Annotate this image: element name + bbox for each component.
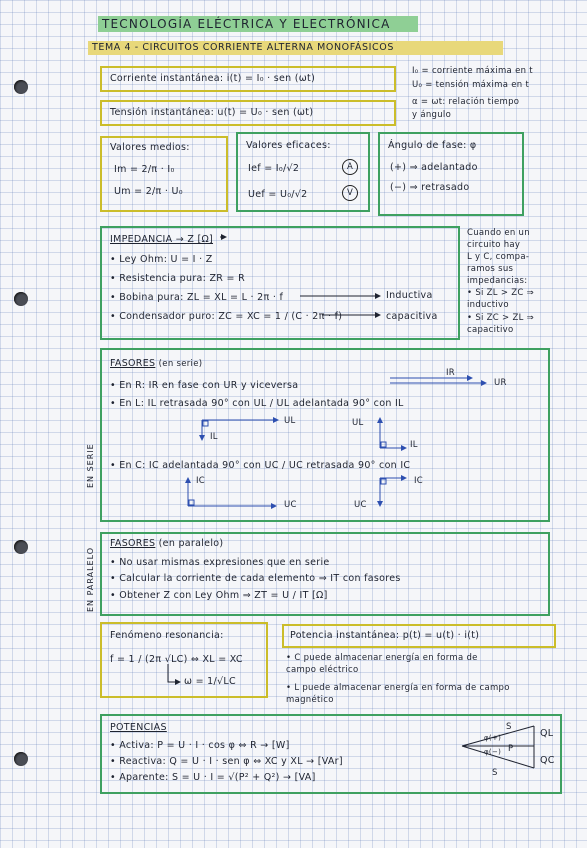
triangle-phi-minus: φ(−) <box>484 748 502 756</box>
parallel-vertical-label: EN PARALELO <box>86 546 95 612</box>
rms-values-title: Valores eficaces: <box>246 140 331 151</box>
label-ur: UR <box>494 378 507 388</box>
triangle-phi-plus: φ(+) <box>484 734 502 742</box>
triangle-qc: QC <box>540 755 555 766</box>
instantaneous-current: Corriente instantánea: i(t) = I₀ · sen (ωt) <box>110 73 316 84</box>
series-r-text: En R: IR en fase con UR y viceversa <box>119 380 299 391</box>
resonance-arrow <box>168 664 180 682</box>
ammeter-mark: A <box>342 159 358 175</box>
label-il-1: IL <box>210 432 218 442</box>
series-l-text: En L: IL retrasada 90° con UL / UL adelantada 90° con IL <box>119 398 404 409</box>
impedance-coil: • Bobina pura: ZL = XL = L · 2π · f <box>110 292 284 303</box>
power-apparent-text: Aparente: S = U · I = √(P² + Q²) → [VA] <box>119 772 316 783</box>
capacitor-result: capacitiva <box>386 311 438 322</box>
side-note-3: L y C, compa- <box>467 252 530 262</box>
inst-power-b2b: magnético <box>286 695 334 705</box>
mean-current: Im = 2/π · I₀ <box>114 164 175 175</box>
parallel-b1: • No usar mismas expresiones que en serie <box>110 557 330 568</box>
impedance-ohm: • Ley Ohm: U = I · Z <box>110 254 213 265</box>
inst-power-b1-text: C puede almacenar energía en forma de <box>294 653 478 663</box>
mean-values-title: Valores medios: <box>110 142 190 153</box>
series-c-diagrams <box>188 478 406 506</box>
impedance-arrows <box>220 237 380 315</box>
label-ul-2: UL <box>352 418 364 428</box>
note-alpha: α = ωt: relación tiempo <box>412 97 520 107</box>
parallel-b2-text: Calcular la corriente de cada elemento ⇒ IT con fasores <box>119 573 401 584</box>
resistance-text: Resistencia pura: ZR = R <box>119 273 245 284</box>
series-r: • En R: IR en fase con UR y viceversa <box>110 380 299 391</box>
side-note-7: inductivo <box>467 300 509 310</box>
power-apparent: • Aparente: S = U · I = √(P² + Q²) → [VA] <box>110 772 316 783</box>
side-note-1: Cuando en un <box>467 228 530 238</box>
side-note-8: • Si ZC > ZL ⇒ <box>467 313 535 323</box>
power-active: • Activa: P = U · I · cos φ ⇔ R → [W] <box>110 740 290 751</box>
inst-power-b1: • C puede almacenar energía en forma de <box>286 653 478 663</box>
rms-voltage: Uef = U₀/√2 <box>248 189 308 200</box>
label-uc-2: UC <box>354 500 367 510</box>
parallel-b2: • Calcular la corriente de cada elemento ⇒ IT con fasores <box>110 573 401 584</box>
triangle-s-top: S <box>506 722 512 732</box>
right-angle-mark <box>189 500 194 505</box>
coil-result: Inductiva <box>386 290 433 301</box>
inst-power-b1b: campo eléctrico <box>286 665 359 675</box>
rms-current: Ief = I₀/√2 <box>248 163 300 174</box>
voltmeter-mark: V <box>342 185 358 201</box>
triangle-s-bottom: S <box>492 768 498 778</box>
series-c-text: En C: IC adelantada 90° con UC / UC retrasada 90° con IC <box>119 460 411 471</box>
impedance-title: IMPEDANCIA → Z [Ω] <box>110 234 214 245</box>
resonance-title: Fenómeno resonancia: <box>110 630 224 641</box>
note-alpha-2: y ángulo <box>412 110 452 120</box>
parallel-b3-text: Obtener Z con Ley Ohm ⇒ ZT = U / IT [Ω] <box>119 590 328 601</box>
label-ic-2: IC <box>414 476 424 486</box>
parallel-phasors-note: (en paralelo) <box>158 538 224 549</box>
phase-lagging: (−) ⇒ retrasado <box>390 182 470 193</box>
resonance-eq1: f = 1 / (2π √LC) ⇔ XL = XC <box>110 654 243 665</box>
mean-voltage: Um = 2/π · U₀ <box>114 186 183 197</box>
series-vertical-label: EN SERIE <box>86 443 95 488</box>
side-note-2: circuito hay <box>467 240 521 250</box>
power-active-text: Activa: P = U · I · cos φ ⇔ R → [W] <box>119 740 290 751</box>
parallel-b3: • Obtener Z con Ley Ohm ⇒ ZT = U / IT [Ω] <box>110 590 328 601</box>
topic-heading: TEMA 4 - CIRCUITOS CORRIENTE ALTERNA MONOFÁSICOS <box>92 42 394 53</box>
page-title: TECNOLOGÍA ELÉCTRICA Y ELECTRÓNICA <box>102 17 391 31</box>
label-ic-1: IC <box>196 476 206 486</box>
series-l: • En L: IL retrasada 90° con UL / UL adelantada 90° con IL <box>110 398 404 409</box>
label-ir: IR <box>446 368 456 378</box>
side-note-4: ramos sus <box>467 264 514 274</box>
label-ul-1: UL <box>284 416 296 426</box>
side-note-6: • Si ZL > ZC ⇒ <box>467 288 535 298</box>
label-il-2: IL <box>410 440 418 450</box>
note-u0: U₀ = tensión máxima en t <box>412 80 530 90</box>
powers-title: POTENCIAS <box>110 722 167 733</box>
power-reactive: • Reactiva: Q = U · I · sen φ ⇔ XC y XL → [VAr] <box>110 756 343 767</box>
series-l-diagrams <box>202 418 406 448</box>
side-note-9: capacitivo <box>467 325 514 335</box>
resonance-eq2: ω = 1/√LC <box>184 676 236 687</box>
series-c: • En C: IC adelantada 90° con UC / UC retrasada 90° con IC <box>110 460 411 471</box>
triangle-p: P <box>508 744 514 754</box>
parallel-phasors-title: FASORES <box>110 538 156 549</box>
parallel-b1-text: No usar mismas expresiones que en serie <box>119 557 330 568</box>
series-r-arrows <box>390 378 486 383</box>
inst-power-title: Potencia instantánea: p(t) = u(t) · i(t) <box>290 630 480 641</box>
triangle-upper-edge <box>462 726 534 746</box>
triangle-ql: QL <box>540 728 554 739</box>
series-phasors-title: FASORES <box>110 358 156 369</box>
capacitor-text: Condensador puro: ZC = XC = 1 / (C · 2π · f) <box>119 311 343 322</box>
instantaneous-voltage: Tensión instantánea: u(t) = U₀ · sen (ωt) <box>110 107 314 118</box>
phase-title: Ángulo de fase: φ <box>388 140 477 151</box>
power-reactive-text: Reactiva: Q = U · I · sen φ ⇔ XC y XL → [VAr] <box>119 756 343 767</box>
right-angle-mark <box>203 421 208 426</box>
phase-leading: (+) ⇒ adelantado <box>390 162 478 173</box>
impedance-resistance: • Resistencia pura: ZR = R <box>110 273 245 284</box>
ohm-law: Ley Ohm: U = I · Z <box>119 254 213 265</box>
note-i0: I₀ = corriente máxima en t <box>412 66 533 76</box>
right-angle-mark <box>381 479 386 484</box>
series-phasors-note: (en serie) <box>158 359 203 369</box>
triangle-lower-edge <box>462 746 534 768</box>
right-angle-mark <box>381 442 386 447</box>
impedance-capacitor: • Condensador puro: ZC = XC = 1 / (C · 2π · f) <box>110 311 343 322</box>
inst-power-b2: • L puede almacenar energía en forma de campo <box>286 683 510 693</box>
side-note-5: impedancias: <box>467 276 528 286</box>
coil-text: Bobina pura: ZL = XL = L · 2π · f <box>119 292 284 303</box>
power-triangle <box>462 726 534 768</box>
inst-power-b2-text: L puede almacenar energía en forma de campo <box>294 683 510 693</box>
label-uc-1: UC <box>284 500 297 510</box>
